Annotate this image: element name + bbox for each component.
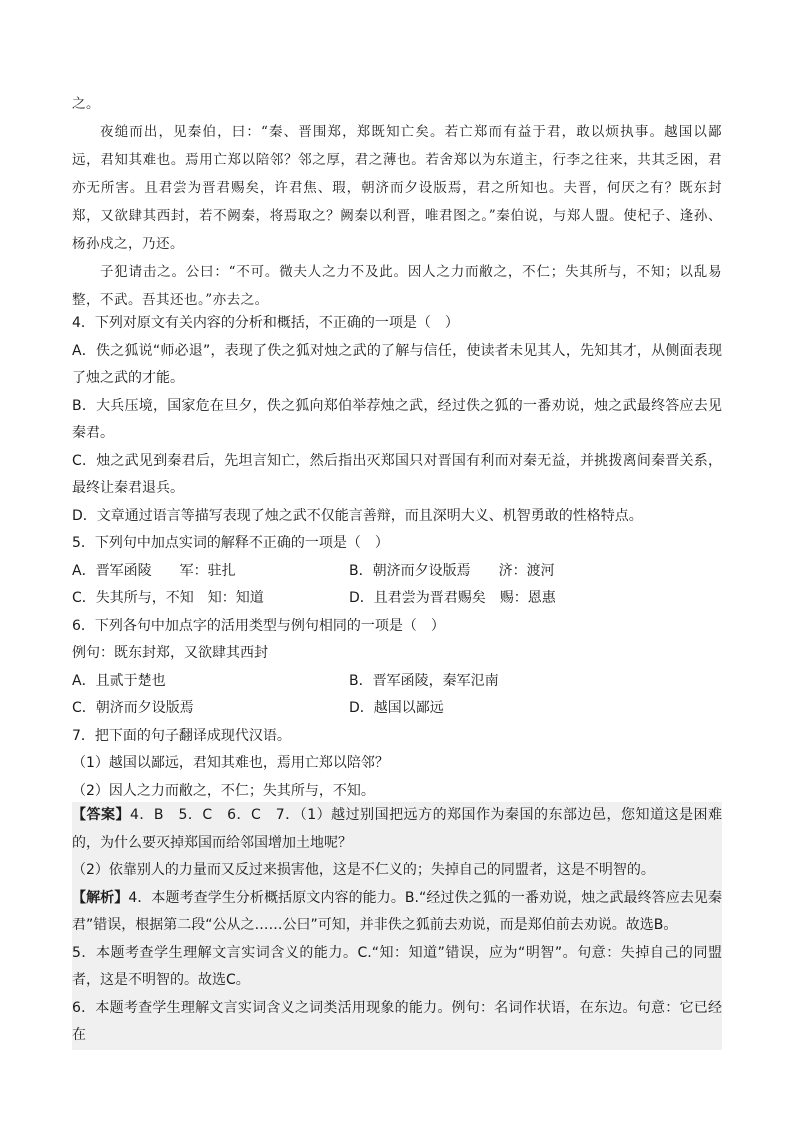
answer-line [72,802,722,857]
analysis-line: 5．本题考查学生理解文言实词含义的能力。C.“知：知道”错误，应为“明智”。句意：失掉自己的同盟者，这是不明智的。故选C。 [72,944,722,988]
question-6-row [72,668,722,696]
question-section [72,310,722,805]
question-4-option-d: D．文章通过语言等描写表现了烛之武不仅能言善辩，而且深明大义、机智勇敢的性格特点。 [72,507,643,524]
passage-line: 之。 [72,96,100,112]
answer-line: （2）依靠别人的力量而又反过来损害他，这是不仁义的；失掉自己的同盟者，这是不明智的。 [72,862,655,878]
question-6-option-b: B．晋军函陵，秦军氾南 [349,672,499,689]
question-5-option-b: B．朝济而夕设版焉 济：渡河 [349,562,555,579]
question-6-example: 例句：既东封郑，又欲肆其西封 [72,645,268,661]
passage-paragraph: 夜缒而出，见秦伯，曰：“秦、晋围郑，郑既知亡矣。若亡郑而有益于君，敢以烦执事。越国以鄙远，君知其难也。焉用亡郑以陪邻？邻之厚，君之薄也。若舍郑以为东道主，行李之往来，共其乏困，君亦无所害。且君尝为晋君赐矣，许君焦、瑕，朝济而夕设版焉，君之所知也。夫晋，何厌之有？既东封郑，又欲肆其西封，若不阙秦，将焉取之？阙秦以利晋，唯君图之。”秦伯说，与郑人盟。使杞子、逢孙、杨孙戍之，乃还。 [72,124,722,252]
question-4-option-b: B．大兵压境，国家危在旦夕，佚之狐向郑伯举荐烛之武，经过佚之狐的一番劝说，烛之武最终答应去见秦君。 [72,397,722,441]
question-4-stem: 4．下列对原文有关内容的分析和概括，不正确的一项是（ ） [72,315,459,331]
question-6-option-a: A．且贰于楚也 [72,672,166,689]
question-6-stem: 6．下列各句中加点字的活用类型与例句相同的一项是（ ） [72,617,445,634]
passage-paragraph: 子犯请击之。公曰：“不可。微夫人之力不及此。因人之力而敝之，不仁；失其所与，不知；以乱易整，不武。吾其还也。”亦去之。 [72,264,722,308]
question-5-option-a: A．晋军函陵 军：驻扎 [72,562,236,579]
question-5-option-c: C．失其所与，不知 知：知道 [72,590,264,606]
analysis-tag: 【解析】 [72,889,129,906]
question-5-option-d: D．且君尝为晋君赐矣 赐：恩惠 [349,590,556,606]
question-5-stem: 5．下列句中加点实词的解释不正确的一项是（ ） [72,535,389,551]
answer-section [72,802,722,1050]
question-4-option-a: A．佚之狐说“师必退”，表现了佚之狐对烛之武的了解与信任，使读者未见其人，先知其才，从侧面表现了烛之武的才能。 [72,342,722,386]
question-6-row [72,695,722,723]
analysis-line: 6．本题考查学生理解文言实词含义之词类活用现象的能力。例句：名词作状语，在东边。句意：它已经在 [72,999,722,1043]
question-4-option-c: C．烛之武见到秦君后，先坦言知亡，然后指出灭郑国只对晋国有利而对秦无益，并挑拨离间秦晋关系，最终让秦君退兵。 [72,452,722,496]
answer-tag: 【答案】 [72,807,130,823]
classical-passage [72,90,722,314]
question-6-option-d: D．越国以鄙远 [349,700,444,716]
analysis-text: 4．本题考查学生分析概括原文内容的能力。B.“经过佚之狐的一番劝说，烛之武最终答应去见秦君”错误，根据第二段“公从之……公曰”可知，并非佚之狐前去劝说，而是郑伯前去劝说。故选B。 [72,889,723,933]
answer-text: 4．B 5．C 6．C 7．（1）越过别国把远方的郑国作为秦国的东部边邑，您知道这是困难的，为什么要灭掉郑国而给邻国增加土地呢？ [72,807,722,851]
question-5-row [72,558,722,586]
question-5-row [72,585,722,613]
question-7-sentence-1: （1）越国以鄙远，君知其难也，焉用亡郑以陪邻？ [72,755,389,771]
question-7-sentence-2: （2）因人之力而敝之，不仁；失其所与，不知。 [72,782,375,799]
question-6-option-c: C．朝济而夕设版焉 [72,700,194,716]
question-7-stem: 7．把下面的句子翻译成现代汉语。 [72,727,291,744]
analysis-line [72,885,722,940]
